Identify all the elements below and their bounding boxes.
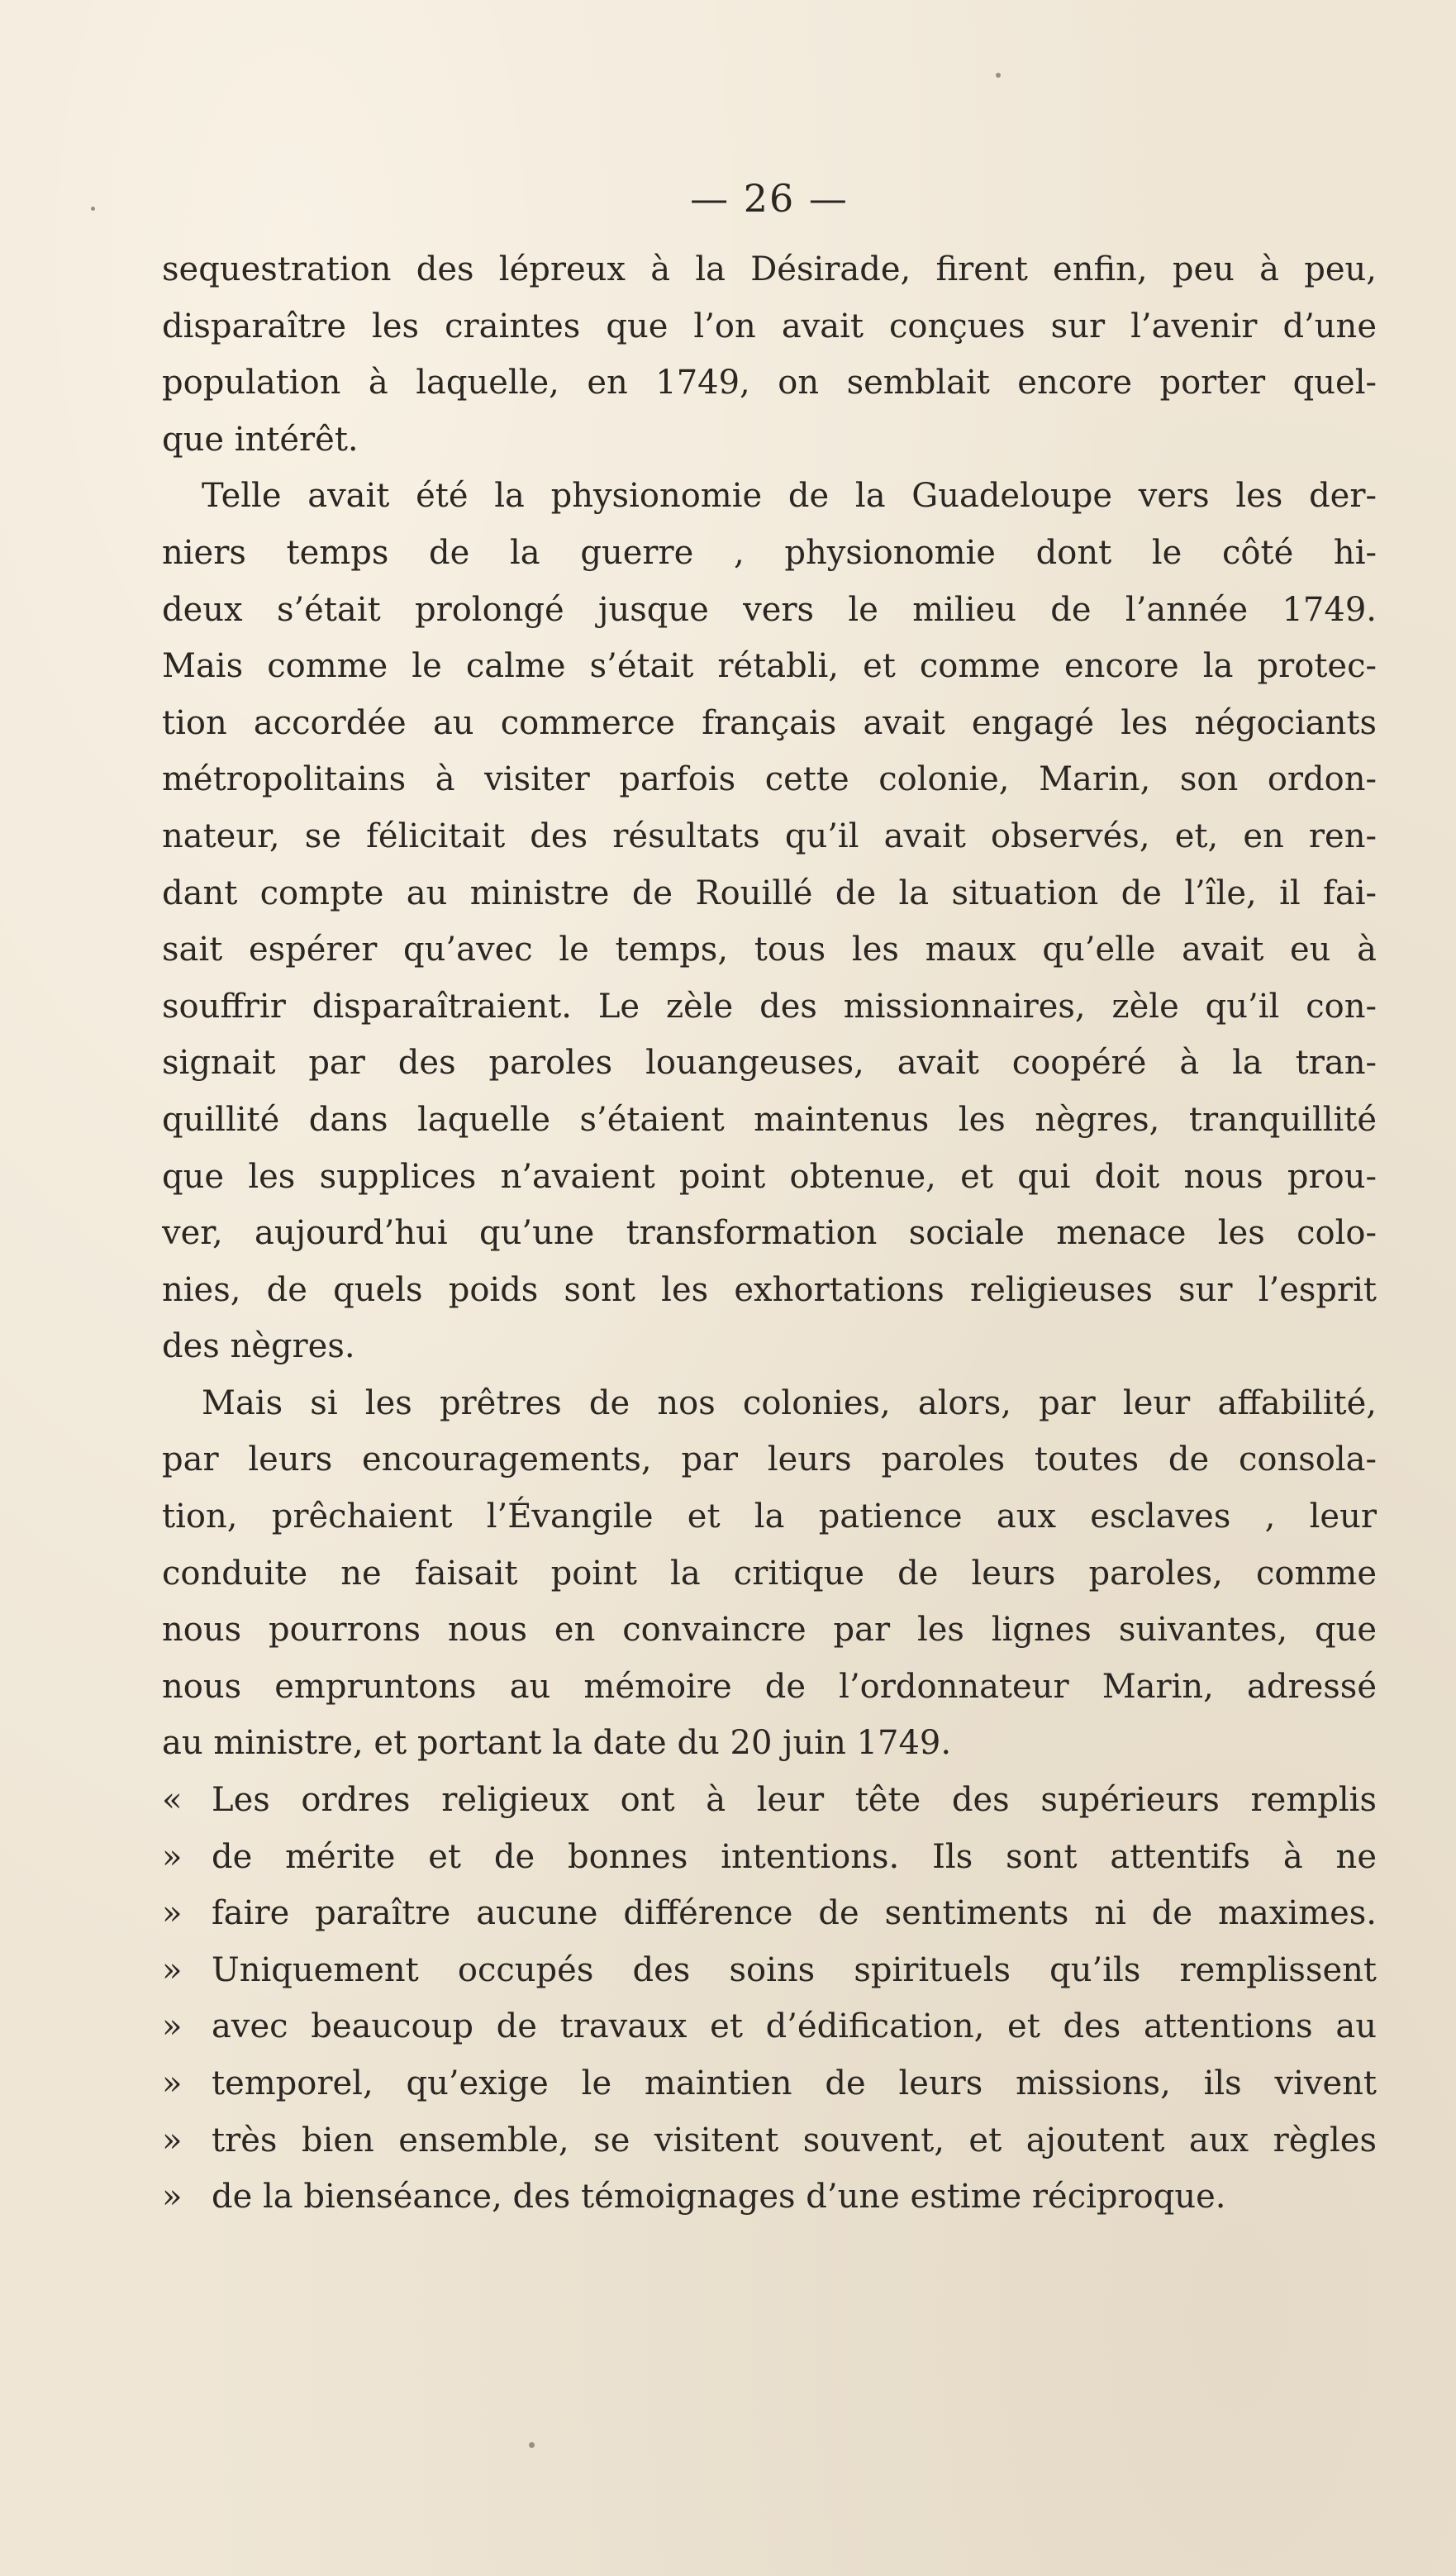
quote-text: avec beaucoup de travaux et d’édification, et des attentions au [212, 2007, 1377, 2046]
text-line: dant compte au ministre de Rouillé de la situation de l’île, il fai- [162, 874, 1377, 912]
quote-text: faire paraître aucune différence de sentiments ni de maximes. [212, 1894, 1377, 1933]
text-line: disparaître les craintes que l’on avait conçues sur l’avenir d’une [162, 307, 1377, 345]
text-line: Mais comme le calme s’était rétabli, et comme encore la protec- [162, 647, 1377, 686]
quote-line [162, 1829, 1377, 1886]
quote-line [162, 1998, 1377, 2055]
quote-mark: » [162, 1837, 183, 1876]
body-text [162, 241, 1377, 1772]
paper-speck [91, 207, 95, 211]
quote-line [162, 2169, 1377, 2226]
paper-speck [529, 2442, 535, 2448]
text-line: souffrir disparaîtraient. Le zèle des missionnaires, zèle qu’il con- [162, 987, 1377, 1026]
quote-mark: » [162, 1894, 183, 1933]
text-line: niers temps de la guerre , physionomie dont le côté hi- [162, 533, 1377, 572]
text-line: sait espérer qu’avec le temps, tous les maux qu’elle avait eu à [162, 931, 1377, 969]
quote-text: de mérite et de bonnes intentions. Ils sont attentifs à ne [212, 1837, 1377, 1876]
quote-mark: » [162, 1950, 183, 1989]
paper-speck [996, 73, 1001, 78]
quote-line [162, 2112, 1377, 2169]
text-line: nous pourrons nous en convaincre par les lignes suivantes, que [162, 1611, 1377, 1650]
quote-mark: » [162, 2007, 183, 2046]
quote-text: Les ordres religieux ont à leur tête des supérieurs remplis [212, 1781, 1377, 1820]
page-number: — 26 — [690, 176, 849, 221]
text-line: Mais si les prêtres de nos colonies, alors, par leur affabilité, [202, 1383, 1377, 1422]
paragraph [162, 1375, 1377, 1772]
text-line: sequestration des lépreux à la Désirade, firent enfin, peu à peu, [162, 250, 1377, 288]
book-page [162, 174, 1377, 2226]
text-line: conduite ne faisait point la critique de leurs paroles, comme [162, 1554, 1377, 1593]
text-line: population à laquelle, en 1749, on semblait encore porter quel- [162, 364, 1377, 402]
text-line: des nègres. [162, 1327, 355, 1366]
quote-mark: » [162, 2178, 183, 2217]
paragraph [162, 241, 1377, 468]
text-line: deux s’était prolongé jusque vers le milieu de l’année 1749. [162, 590, 1377, 629]
quote-text: de la bienséance, des témoignages d’une estime réciproque. [212, 2178, 1226, 2217]
text-line: tion, prêchaient l’Évangile et la patience aux esclaves , leur [162, 1498, 1377, 1536]
quote-mark: « [162, 1781, 183, 1820]
paragraph [162, 468, 1377, 1375]
text-line: par leurs encouragements, par leurs paroles toutes de consola- [162, 1440, 1377, 1479]
quote-line [162, 1942, 1377, 1999]
quote-line [162, 1772, 1377, 1829]
text-line: nous empruntons au mémoire de l’ordonnateur Marin, adressé [162, 1667, 1377, 1706]
text-line: que intérêt. [162, 420, 359, 459]
text-line: nies, de quels poids sont les exhortations religieuses sur l’esprit [162, 1270, 1377, 1309]
quote-line [162, 1885, 1377, 1942]
text-line: Telle avait été la physionomie de la Guadeloupe vers les der- [202, 477, 1377, 516]
text-line: quillité dans laquelle s’étaient maintenus les nègres, tranquillité [162, 1100, 1377, 1139]
quote-mark: » [162, 2064, 183, 2102]
text-line: tion accordée au commerce français avait engagé les négociants [162, 703, 1377, 742]
quote-mark: » [162, 2121, 183, 2159]
quote-line [162, 2055, 1377, 2112]
text-line: au ministre, et portant la date du 20 juin 1749. [162, 1724, 952, 1763]
quote-text: temporel, qu’exige le maintien de leurs missions, ils vivent [212, 2064, 1377, 2102]
quote-text: Uniquement occupés des soins spirituels qu’ils remplissent [212, 1950, 1377, 1989]
text-line: signait par des paroles louangeuses, avait coopéré à la tran- [162, 1044, 1377, 1083]
quote-text: très bien ensemble, se visitent souvent, et ajoutent aux règles [212, 2121, 1377, 2159]
text-line: que les supplices n’avaient point obtenue, et qui doit nous prou- [162, 1157, 1377, 1196]
quote-block [162, 1772, 1377, 2226]
text-line: métropolitains à visiter parfois cette colonie, Marin, son ordon- [162, 760, 1377, 799]
text-line: ver, aujourd’hui qu’une transformation sociale menace les colo- [162, 1214, 1377, 1253]
text-line: nateur, se félicitait des résultats qu’il avait observés, et, en ren- [162, 817, 1377, 855]
